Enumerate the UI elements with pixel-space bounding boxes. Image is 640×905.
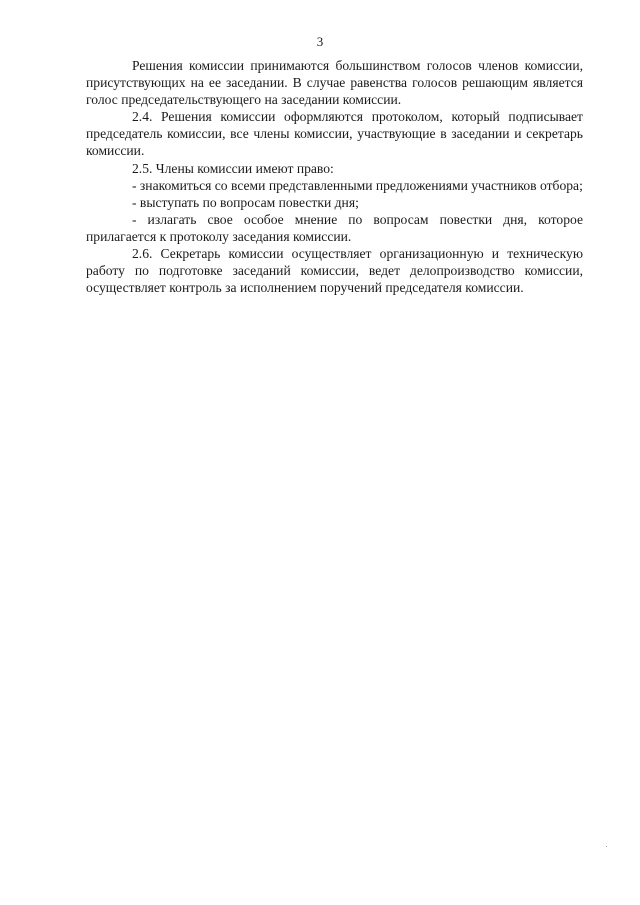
document-body: [86, 57, 583, 296]
scan-speck: [606, 846, 607, 847]
paragraph-decisions-majority: Решения комиссии принимаются большинством голосов членов комиссии, присутствующих на ее заседании. В случае равенства голосов решающим является голос председательствующего на заседании комиссии.: [86, 58, 583, 108]
page-number: 3: [316, 34, 324, 49]
list-item-dissenting-opinion: - излагать свое особое мнение по вопросам повестки дня, которое прилагается к протоколу заседания комиссии.: [86, 211, 583, 244]
paragraph-2-4-protocol: 2.4. Решения комиссии оформляются протоколом, который подписывает председатель комиссии, все члены комиссии, участвующие в заседании и секретарь комиссии.: [86, 109, 583, 159]
list-item-speak-on-agenda: - выступать по вопросам повестки дня;: [132, 194, 359, 210]
paragraph-2-5-member-rights: 2.5. Члены комиссии имеют право:: [132, 160, 334, 176]
list-item-review-proposals: - знакомиться со всеми представленными предложениями участников отбора;: [132, 177, 583, 193]
paragraph-2-6-secretary: 2.6. Секретарь комиссии осуществляет организационную и техническую работу по подготовке заседаний комиссии, ведет делопроизводство комиссии, осуществляет контроль за исполнением поручений председателя комиссии.: [86, 246, 583, 296]
